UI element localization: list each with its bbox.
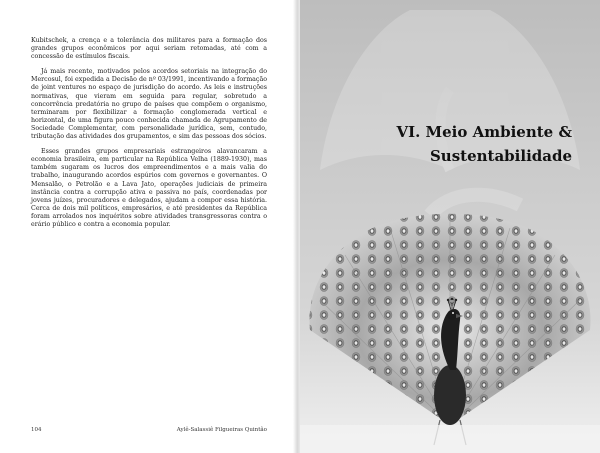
peacock-illustration xyxy=(300,0,600,453)
right-page xyxy=(300,0,600,453)
chapter-title xyxy=(360,120,572,168)
chapter-title-line-2: Sustentabilidade xyxy=(429,147,572,165)
chapter-title-line-1: VI. Meio Ambiente & xyxy=(396,123,572,141)
ghost-peacock-graphic xyxy=(320,10,580,215)
paragraph-1: Kubitschek, a crença e a tolerância dos militares para a formação dos grandes grupos econômicos por aqui seriam retomadas, até com a concessão de estímulos fiscais. xyxy=(31,37,267,61)
left-page xyxy=(0,0,297,453)
page-number: 104 xyxy=(31,427,42,433)
paragraph-2: Já mais recente, motivados pelos acordos setoriais na integração do Mercosul, foi expedida a Decisão de nº 03/1991, incentivando a formação de joint ventures no espaço de jurisdição do acordo. As leis e instruções normativas, que vieram em seguida para regular, sobretudo a concorrência predatória no grupo de países que compõem o organismo, terminaram por flexibilizar a formação conglomerada vertical e horizontal, de uma figura pouco conhecida chamada de Agrupamento de Sociedade Complementar, com personalidade jurídica, sem, contudo, tributação das atividades dos grupamentos, e sim das pessoas dos sócios. xyxy=(31,68,267,141)
page-footer xyxy=(31,427,267,437)
body-text xyxy=(31,37,267,229)
paragraph-3: Esses grandes grupos empresariais estrangeiros alavancaram a economia brasileira, em particular na República Velha (1889-1930), mas também sugaram os lucros dos empreendimentos e a mais valia do trabalho, inaugurando acordos espúrios com governos e governantes. O Mensalão, o Petrolão e a Lava Jato, operações judiciais de primeira instância contra a corrupção ativa e passiva no país, coordenadas por jovens juízes, procuradores e delegados, ajudam a compor essa história. Cerca de dois mil políticos, empresários, e até presidentes da República foram arrolados nos inquéritos sobre atividades transgressoras contra o erário público e contra a economia popular. xyxy=(31,148,267,228)
running-head-author: Aylê-Salassiê Filgueiras Quintão xyxy=(176,427,267,433)
